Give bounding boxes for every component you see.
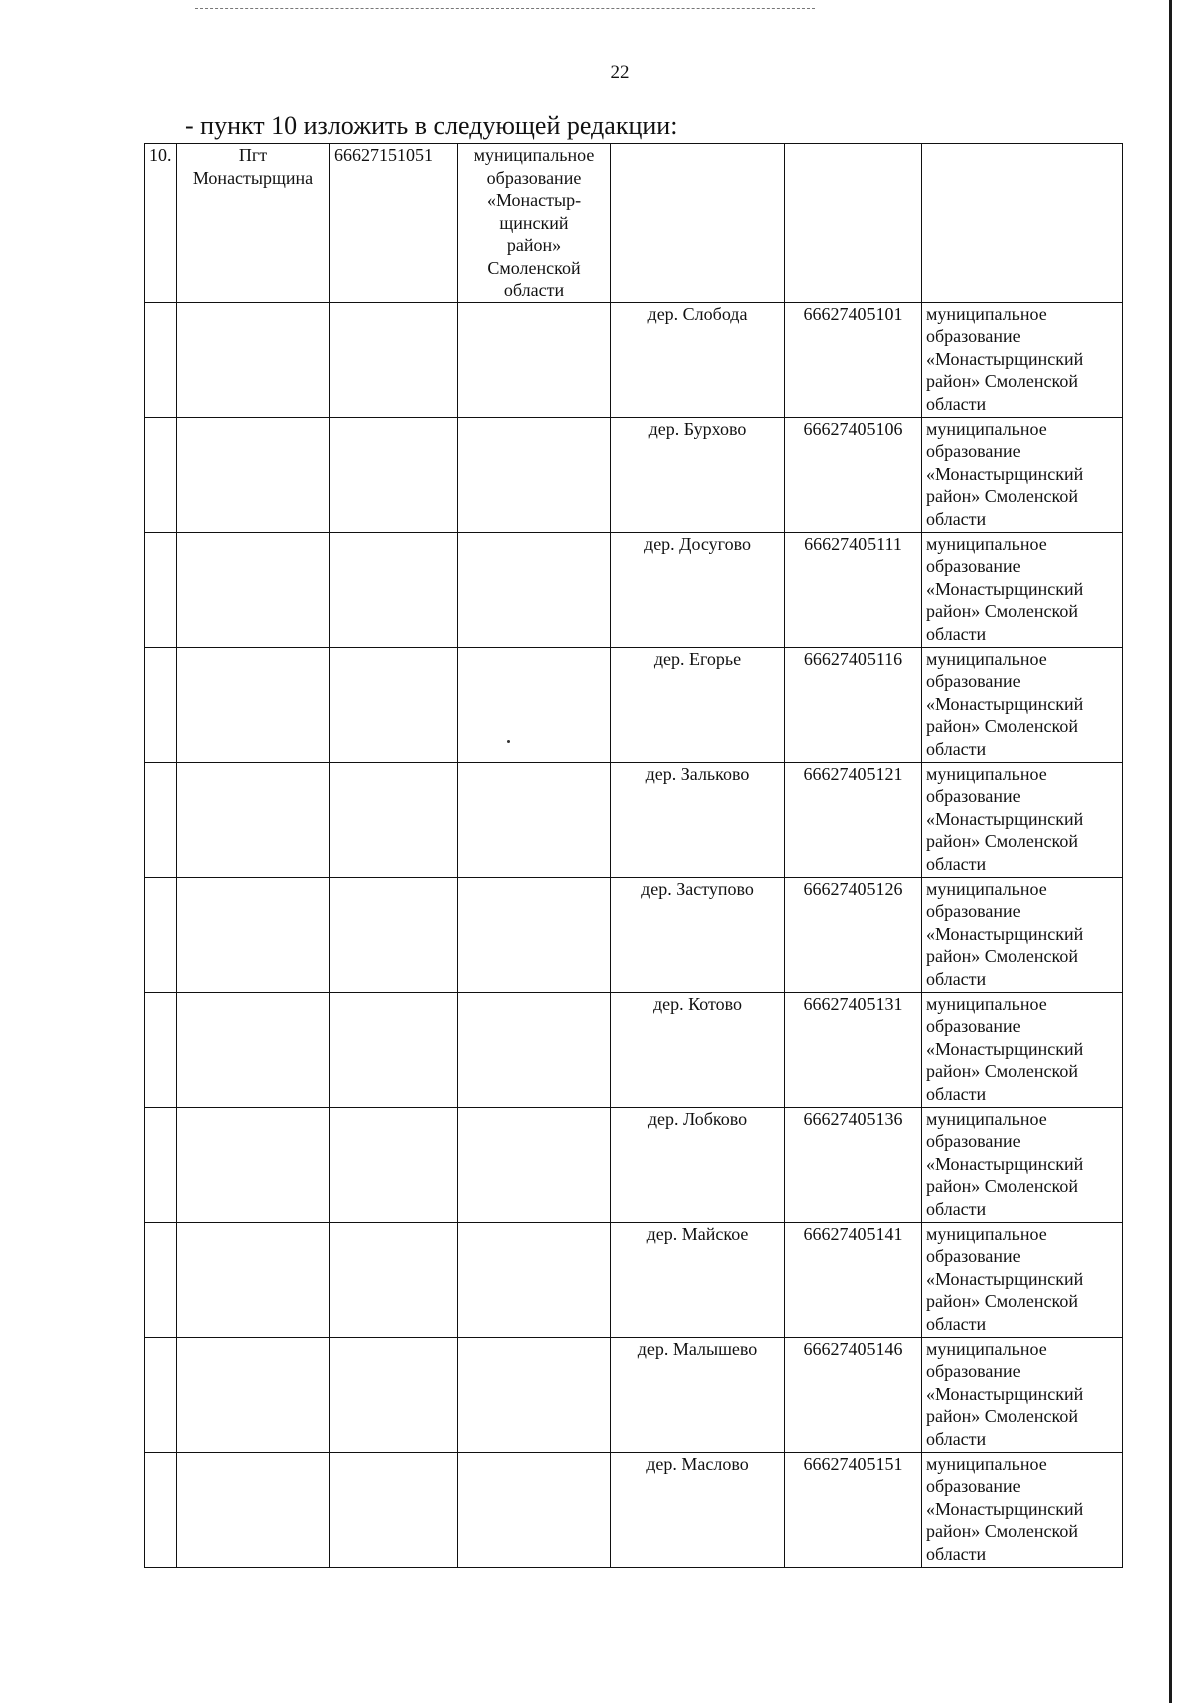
municipality-line: муниципальное (926, 648, 1047, 669)
municipality-line: муниципальное (926, 1108, 1047, 1129)
municipality-line: «Монастырщинский (926, 463, 1084, 484)
settlement-municipality-cell (458, 144, 611, 303)
municipality-line: области (926, 1428, 987, 1449)
municipality-line: области (926, 623, 987, 644)
empty-cell (458, 762, 611, 877)
empty-cell (145, 992, 177, 1107)
municipality-line: «Монастырщинский (926, 923, 1084, 944)
page-number: 22 (610, 62, 630, 83)
municipality-line: муниципальное (926, 878, 1047, 899)
municipality-line: области (926, 968, 987, 989)
municipality-line: «Монастырщинский (926, 578, 1084, 599)
village-code-cell: 66627405151 (785, 1452, 922, 1567)
municipality-line: «Монастырщинский (926, 1038, 1084, 1059)
scan-artifact-line (195, 8, 815, 9)
municipality-line: район» Смоленской (926, 1061, 1078, 1081)
municipality-line: муниципальное (926, 1223, 1047, 1244)
village-code-cell: 66627405101 (785, 302, 922, 417)
village-name-cell: дер. Досугово (611, 532, 785, 647)
municipality-line: области (926, 1083, 987, 1104)
empty-cell (330, 1337, 458, 1452)
municipality-line: муниципальное (926, 1453, 1047, 1474)
empty-cell (145, 532, 177, 647)
municipality-line: муниципальное (926, 418, 1047, 439)
intro-text: - пункт 10 изложить в следующей редакции: (185, 111, 678, 140)
table-row (145, 1337, 1123, 1452)
table-body (145, 144, 1123, 1568)
empty-cell (458, 417, 611, 532)
empty-cell (177, 532, 330, 647)
empty-cell (458, 532, 611, 647)
table-row (145, 877, 1123, 992)
village-name-cell: дер. Майское (611, 1222, 785, 1337)
table-row (145, 647, 1123, 762)
empty-cell (330, 1222, 458, 1337)
village-municipality-cell (922, 532, 1123, 647)
empty-cell (330, 1452, 458, 1567)
empty-cell (330, 992, 458, 1107)
municipality-line: муниципальное (926, 763, 1047, 784)
municipality-line: муниципальное (926, 993, 1047, 1014)
municipality-line: район» Смоленской (926, 1291, 1078, 1311)
municipality-line: щинский (499, 212, 569, 233)
municipality-line: области (926, 1313, 987, 1334)
village-code-cell: 66627405141 (785, 1222, 922, 1337)
table-row (145, 762, 1123, 877)
empty-cell (145, 417, 177, 532)
municipality-line: «Монастыр- (486, 190, 582, 210)
municipality-line: образование (926, 326, 1021, 346)
empty-cell (145, 1107, 177, 1222)
empty-cell (177, 1452, 330, 1567)
village-municipality-cell (922, 647, 1123, 762)
table-row (145, 417, 1123, 532)
village-name-cell: дер. Малышево (611, 1337, 785, 1452)
settlement-name-cell: Пгт Монастырщина (177, 144, 330, 303)
empty-cell (330, 1107, 458, 1222)
village-code-cell: 66627405126 (785, 877, 922, 992)
scan-edge (1169, 0, 1172, 1703)
settlement-code-cell: 66627151051 (330, 144, 458, 303)
village-name-cell: дер. Слобода (611, 302, 785, 417)
empty-cell (330, 417, 458, 532)
municipality-line: «Монастырщинский (926, 693, 1084, 714)
empty-cell (145, 1452, 177, 1567)
municipality-line: муниципальное (926, 1338, 1047, 1359)
empty-cell (611, 144, 785, 303)
empty-cell (177, 1337, 330, 1452)
municipality-line: «Монастырщинский (926, 1268, 1084, 1289)
municipality-line: «Монастырщинский (926, 1153, 1084, 1174)
empty-cell (458, 302, 611, 417)
empty-cell (458, 992, 611, 1107)
village-municipality-cell (922, 1452, 1123, 1567)
empty-cell (145, 762, 177, 877)
village-code-cell: 66627405146 (785, 1337, 922, 1452)
empty-cell (177, 1107, 330, 1222)
village-code-cell: 66627405121 (785, 762, 922, 877)
village-name-cell: дер. Лобково (611, 1107, 785, 1222)
empty-cell (177, 877, 330, 992)
village-code-cell: 66627405131 (785, 992, 922, 1107)
municipality-line: области (926, 738, 987, 759)
village-name-cell: дер. Заступово (611, 877, 785, 992)
municipality-line: «Монастырщинский (926, 808, 1084, 829)
municipality-line: образование (926, 556, 1021, 576)
table-row (145, 1222, 1123, 1337)
municipality-line: образование (926, 1131, 1021, 1151)
empty-cell (145, 302, 177, 417)
municipality-line: области (926, 1198, 987, 1219)
municipality-line: район» Смоленской (926, 946, 1078, 966)
village-name-cell: дер. Егорье (611, 647, 785, 762)
empty-cell (330, 532, 458, 647)
empty-cell (177, 417, 330, 532)
empty-cell (330, 877, 458, 992)
village-municipality-cell (922, 762, 1123, 877)
empty-cell (145, 1337, 177, 1452)
empty-cell (145, 877, 177, 992)
municipality-line: образование (926, 1476, 1021, 1496)
village-code-cell: 66627405106 (785, 417, 922, 532)
settlements-table (144, 143, 1123, 1568)
municipality-line: «Монастырщинский (926, 348, 1084, 369)
municipality-line: области (926, 1543, 987, 1564)
village-municipality-cell (922, 877, 1123, 992)
table-row (145, 302, 1123, 417)
empty-cell (177, 1222, 330, 1337)
municipality-line: образование (486, 167, 582, 188)
empty-cell (330, 302, 458, 417)
municipality-line: области (926, 393, 987, 414)
municipality-line: муниципальное (473, 145, 595, 165)
municipality-line: образование (926, 1016, 1021, 1036)
village-name-cell: дер. Зальково (611, 762, 785, 877)
municipality-line: район» Смоленской (926, 1521, 1078, 1541)
empty-cell (785, 144, 922, 303)
table-row (145, 532, 1123, 647)
empty-cell (330, 762, 458, 877)
empty-cell (458, 647, 611, 762)
municipality-line: район» Смоленской (926, 601, 1078, 621)
municipality-line: район» Смоленской (926, 486, 1078, 506)
municipality-line: образование (926, 1246, 1021, 1266)
municipality-line: район» Смоленской (926, 716, 1078, 736)
table-row (145, 992, 1123, 1107)
empty-cell (177, 647, 330, 762)
village-municipality-cell (922, 992, 1123, 1107)
municipality-line: «Монастырщинский (926, 1383, 1084, 1404)
municipality-line: район» Смоленской (926, 831, 1078, 851)
municipality-line: области (926, 853, 987, 874)
village-municipality-cell (922, 1222, 1123, 1337)
table-row (145, 144, 1123, 303)
village-municipality-cell (922, 1107, 1123, 1222)
village-name-cell: дер. Котово (611, 992, 785, 1107)
empty-cell (145, 647, 177, 762)
empty-cell (922, 144, 1123, 303)
municipality-line: образование (926, 786, 1021, 806)
municipality-line: Смоленской (487, 257, 581, 278)
municipality-line: области (926, 508, 987, 529)
village-code-cell: 66627405136 (785, 1107, 922, 1222)
municipality-line: образование (926, 901, 1021, 921)
empty-cell (458, 1337, 611, 1452)
municipality-line: район» Смоленской (926, 1406, 1078, 1426)
empty-cell (177, 302, 330, 417)
empty-cell (458, 1452, 611, 1567)
empty-cell (177, 762, 330, 877)
village-municipality-cell (922, 1337, 1123, 1452)
empty-cell (458, 877, 611, 992)
municipality-line: муниципальное (926, 303, 1047, 324)
municipality-line: образование (926, 671, 1021, 691)
municipality-line: район» Смоленской (926, 371, 1078, 391)
municipality-line: образование (926, 441, 1021, 461)
table-row (145, 1452, 1123, 1567)
municipality-line: образование (926, 1361, 1021, 1381)
village-code-cell: 66627405111 (785, 532, 922, 647)
empty-cell (458, 1222, 611, 1337)
municipality-line: район» Смоленской (926, 1176, 1078, 1196)
village-name-cell: дер. Маслово (611, 1452, 785, 1567)
village-code-cell: 66627405116 (785, 647, 922, 762)
row-number-cell: 10. (145, 144, 177, 303)
municipality-line: муниципальное (926, 533, 1047, 554)
table-row (145, 1107, 1123, 1222)
municipality-line: район» (506, 235, 562, 255)
empty-cell (177, 992, 330, 1107)
village-municipality-cell (922, 417, 1123, 532)
village-name-cell: дер. Бурхово (611, 417, 785, 532)
village-municipality-cell (922, 302, 1123, 417)
scan-speck (507, 740, 510, 743)
municipality-line: области (503, 280, 565, 300)
municipality-line: «Монастырщинский (926, 1498, 1084, 1519)
empty-cell (330, 647, 458, 762)
empty-cell (458, 1107, 611, 1222)
empty-cell (145, 1222, 177, 1337)
